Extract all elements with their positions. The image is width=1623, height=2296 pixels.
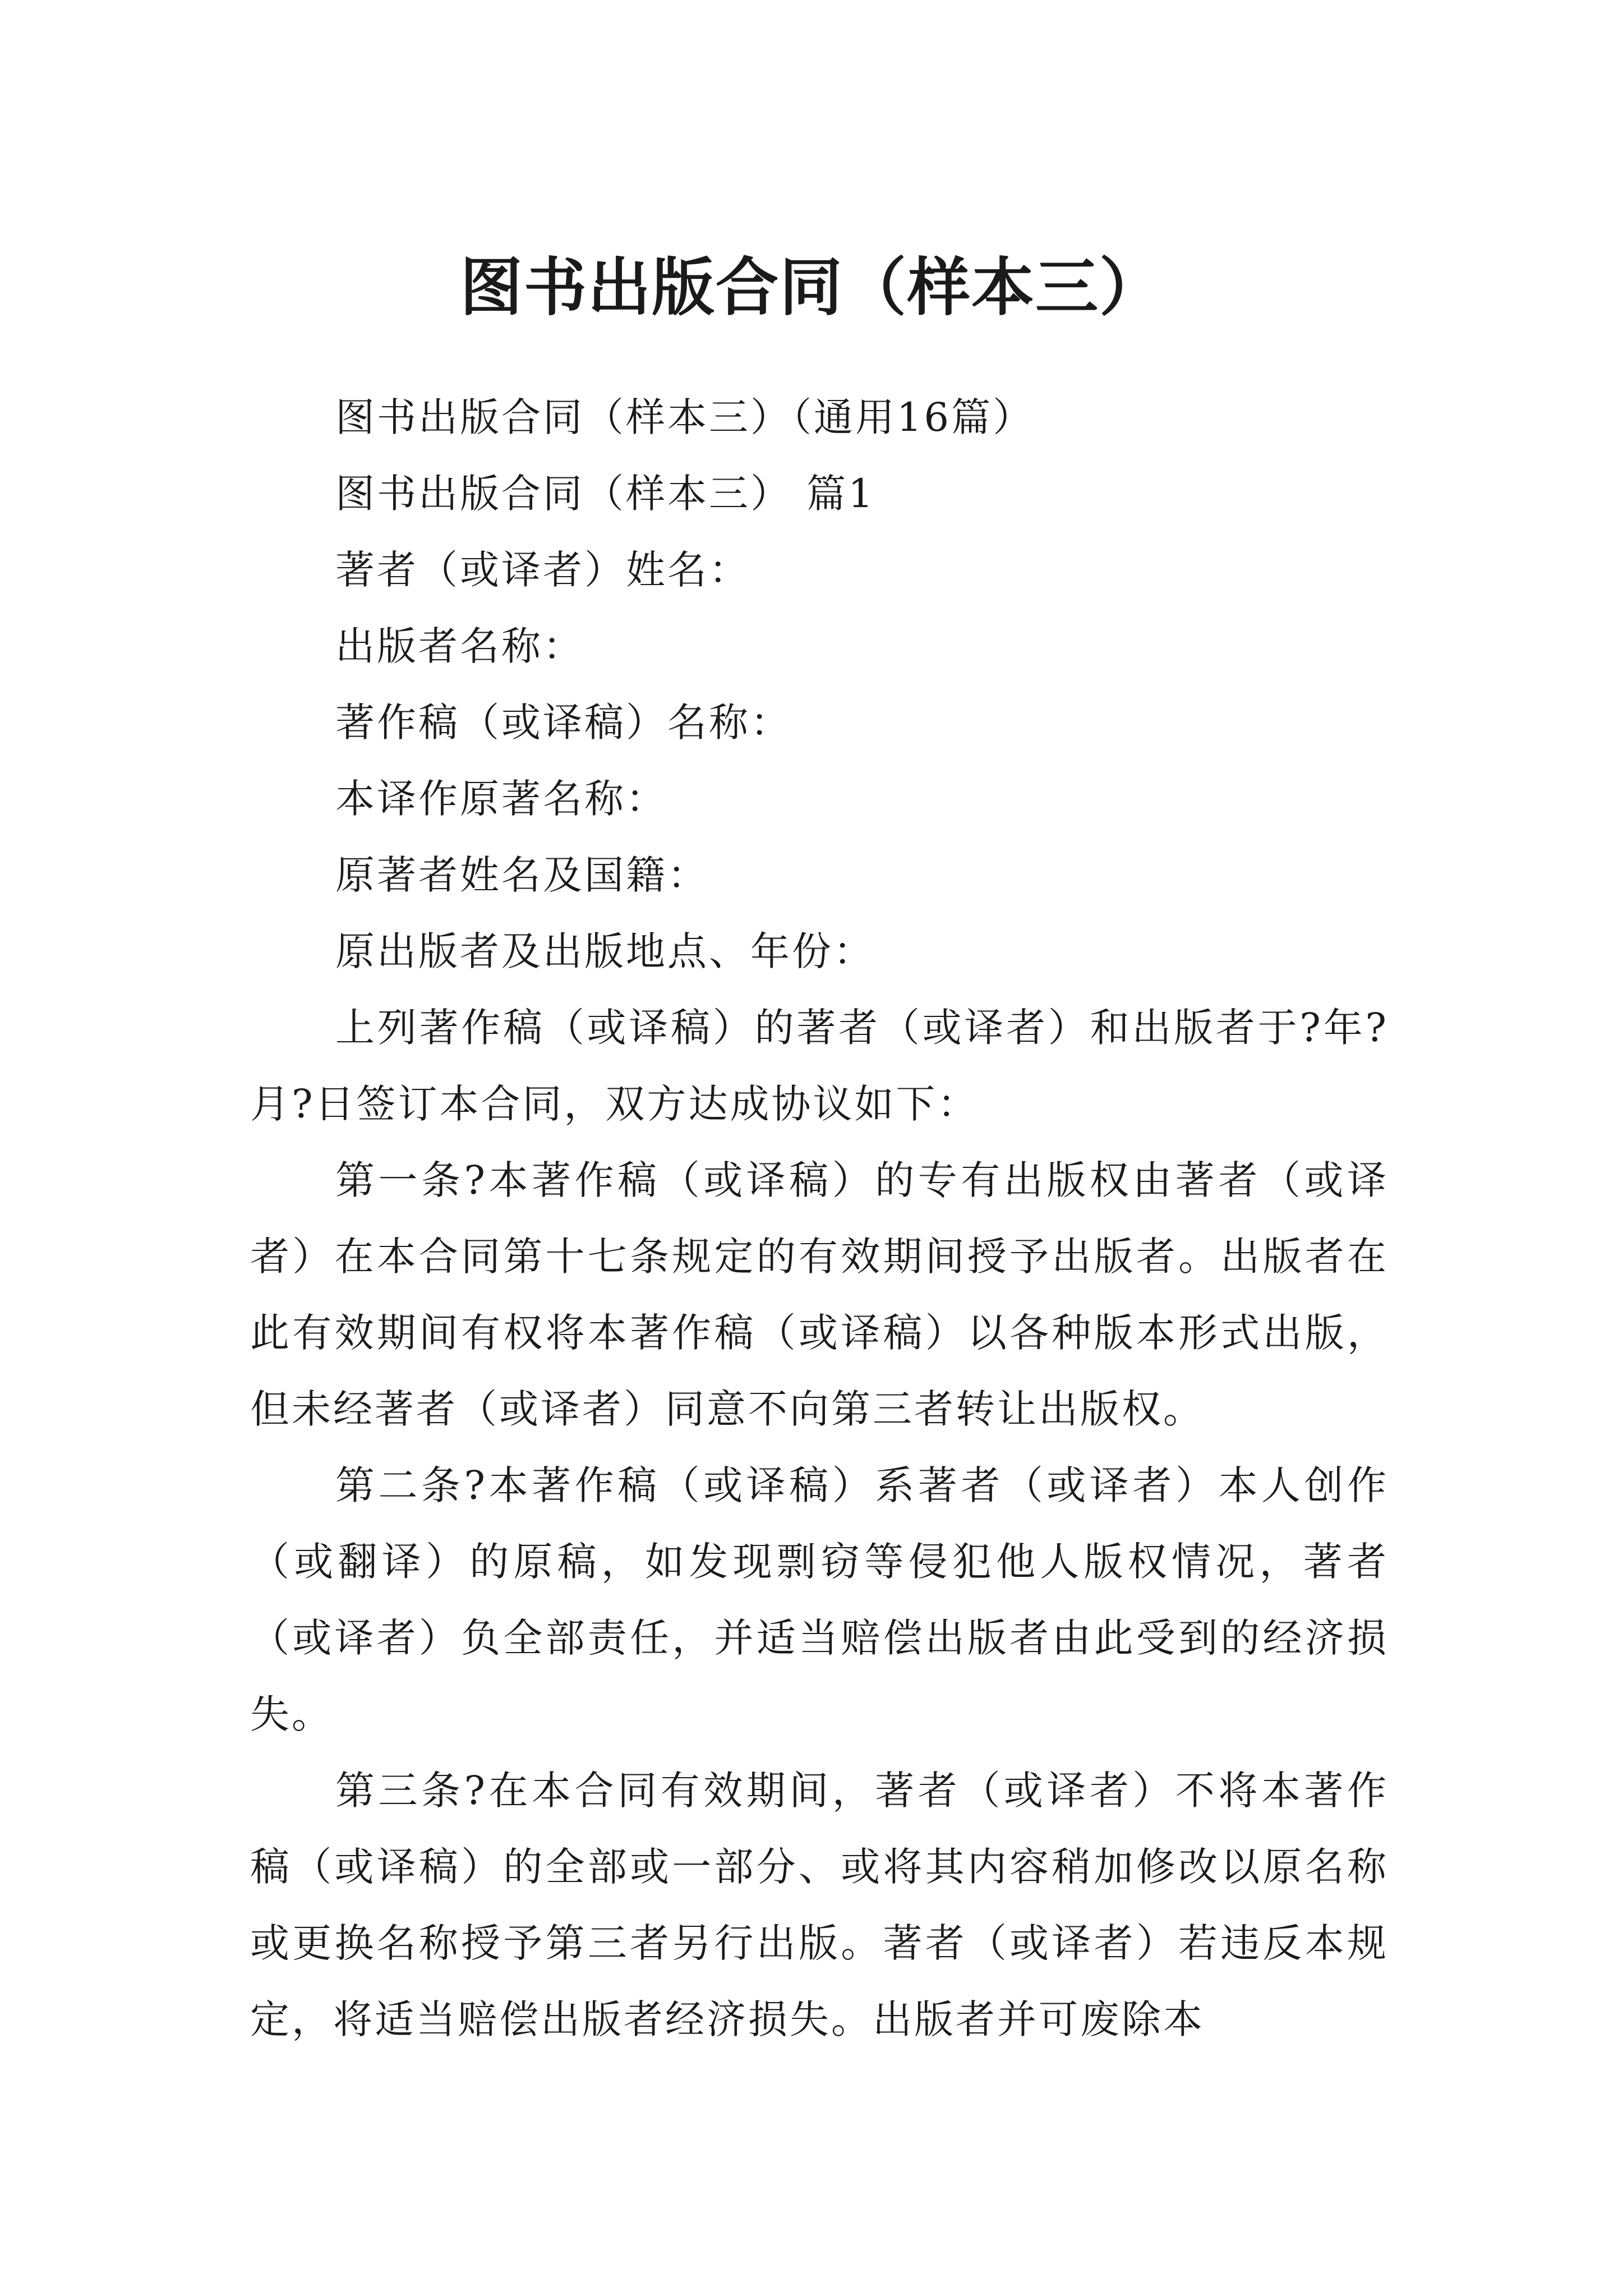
paragraph-article-1: 第一条?本著作稿（或译稿）的专有出版权由著者（或译者）在本合同第十七条规定的有效期间授予出版者。出版者在此有效期间有权将本著作稿（或译稿）以各种版本形式出版，但未经著者（或译者）同意不向第三者转让出版权。	[250, 1157, 1389, 1432]
field-original-publisher: 原出版者及出版地点、年份：	[335, 928, 875, 974]
field-publisher-name: 出版者名称：	[335, 623, 584, 669]
paragraph-section-heading: 图书出版合同（样本三） 篇1	[335, 471, 875, 517]
field-original-work-name: 本译作原著名称：	[335, 776, 667, 822]
document-title: 图书出版合同（样本三）	[460, 251, 1163, 325]
field-manuscript-name: 著作稿（或译稿）名称：	[335, 700, 792, 746]
paragraph-article-2: 第二条?本著作稿（或译稿）系著者（或译者）本人创作（或翻译）的原稿，如发现剽窃等侵犯他人版权情况，著者（或译者）负全部责任，并适当赔偿出版者由此受到的经济损失。	[250, 1462, 1389, 1737]
document-body	[250, 379, 1389, 2058]
paragraph-subtitle: 图书出版合同（样本三）（通用16篇）	[335, 394, 1035, 440]
field-author-name: 著者（或译者）姓名：	[335, 547, 750, 593]
field-original-author: 原著者姓名及国籍：	[335, 852, 709, 898]
paragraph-preamble: 上列著作稿（或译稿）的著者（或译者）和出版者于?年?月?日签订本合同，双方达成协议如下：	[250, 1005, 1389, 1127]
paragraph-article-3: 第三条?在本合同有效期间，著者（或译者）不将本著作稿（或译稿）的全部或一部分、或将其内容稍加修改以原名称或更换名称授予第三者另行出版。著者（或译者）若违反本规定，将适当赔偿出版者经济损失。出版者并可废除本	[250, 1768, 1389, 2042]
